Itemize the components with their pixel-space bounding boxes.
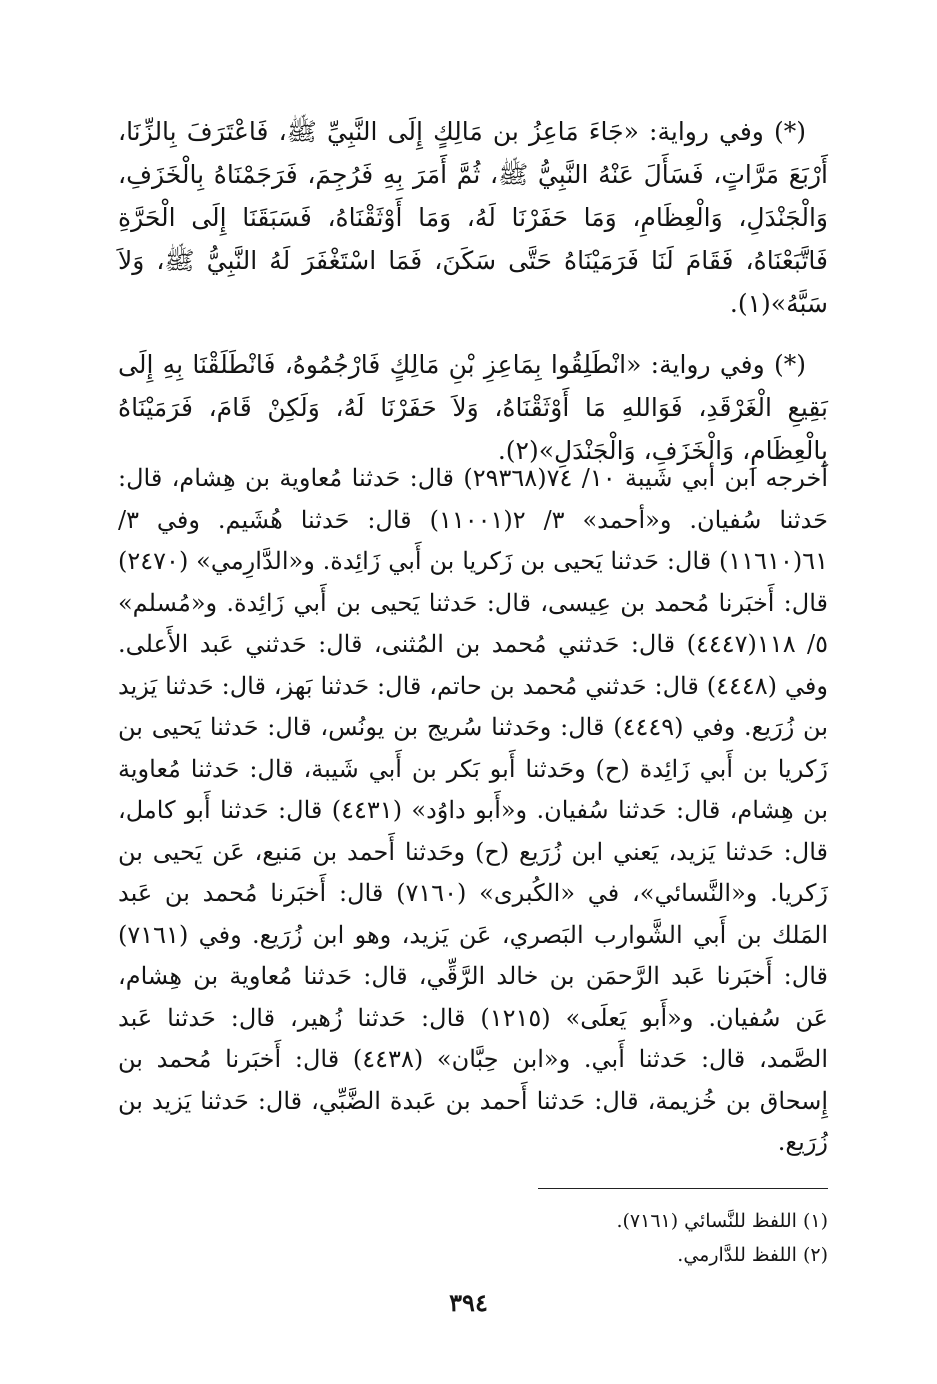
footnote-1: (١) اللفظ للنَّسائي (٧١٦١).: [616, 1210, 828, 1232]
footnote-2: (٢) اللفظ للدَّارمي.: [677, 1244, 828, 1266]
takhrij-paragraph: أخرجه ابن أبي شَيبة ١٠/ ٧٤(٢٩٣٦٨) قال: حَدثنا مُعاوية بن هِشام، قال: حَدثنا سُفيان. و«أحمد» ٣/ ٢(١١٠٠١) قال: حَدثنا هُشَيم. وفي ٣/ ٦١(١١٦١٠) قال: حَدثنا يَحيى بن زَكريا بن أَبي زَائِدة. و«الدَّارِمي» (٢٤٧٠) قال: أَخبَرنا مُحمد بن عِيسى، قال: حَدثنا يَحيى بن أَبي زَائِدة. و«مُسلم» ٥/ ١١٨(٤٤٤٧) قال: حَدثني مُحمد بن المُثنى، قال: حَدثني عَبد الأَعلى. وفي (٤٤٤٨) قال: حَدثني مُحمد بن حاتم، قال: حَدثنا بَهز، قال: حَدثنا يَزيد بن زُرَيع. وفي (٤٤٤٩) قال: وحَدثنا سُريج بن يونُس، قال: حَدثنا يَحيى بن زَكريا بن أَبي زَائِدة (ح) وحَدثنا أَبو بَكر بن أَبي شَيبة، قال: حَدثنا مُعاوية بن هِشام، قال: حَدثنا سُفيان. و«أَبو داوُد» (٤٤٣١) قال: حَدثنا أَبو كامل، قال: حَدثنا يَزيد، يَعني ابن زُرَيع (ح) وحَدثنا أَحمد بن مَنيع، عَن يَحيى بن زَكريا. و«النَّسائي»، في «الكُبرى» (٧١٦٠) قال: أَخبَرنا مُحمد بن عَبد المَلك بن أَبي الشَّوارب البَصري، عَن يَزيد، وهو ابن زُرَيع. وفي (٧١٦١) قال: أَخبَرنا عَبد الرَّحمَن بن خالد الرَّقِّي، قال: حَدثنا مُعاوية بن هِشام، عَن سُفيان. و«أَبو يَعلَى» (١٢١٥) قال: حَدثنا زُهير، قال: حَدثنا عَبد الصَّمد، قال: حَدثنا أَبي. و«ابن حِبَّان» (٤٤٣٨) قال: أَخبَرنا مُحمد بن إِسحاق بن خُزيمة، قال: حَدثنا أَحمد بن عَبدة الضَّبِّي، قال: حَدثنا يَزيد بن زُرَيع.: [118, 464, 829, 1156]
page-number: ٣٩٤: [449, 1288, 488, 1317]
hadith-paragraph-1: (*) وفي رواية: «جَاءَ مَاعِزُ بن مَالِكٍ إِلَى النَّبِيِّ ﷺ، فَاعْتَرَفَ بِالزِّنَا، أَرْبَعَ مَرَّاتٍ، فَسَأَلَ عَنْهُ النَّبِيُّ ﷺ، ثُمَّ أَمَرَ بِهِ فَرُجِمَ، فَرَجَمْنَاهُ بِالْخَزَفِ، وَالْجَنْدَلِ، وَالْعِظَامِ، وَمَا حَفَرْنَا لَهُ، وَمَا أَوْثَقْنَاهُ، فَسَبَقَنَا إِلَى الْحَرَّةِ فَاتَّبَعْنَاهُ، فَقَامَ لَنَا فَرَمَيْنَاهُ حَتَّى سَكَنَ، فَمَا اسْتَغْفَرَ لَهُ النَّبِيُّ ﷺ، وَلاَ سَبَّهُ»(١).: [118, 117, 828, 318]
hadith-paragraph-2: (*) وفي رواية: «انْطَلِقُوا بِمَاعِزِ بْنِ مَالِكٍ فَارْجُمُوهُ، فَانْطَلَقْنَا بِهِ إِلَى بَقِيعِ الْغَرْقَدِ، فَوَاللهِ مَا أَوْثَقْنَاهُ، وَلاَ حَفَرْنَا لَهُ، وَلَكِنْ قَامَ، فَرَمَيْنَاهُ بِالْعِظَامِ، وَالْخَزَفِ، وَالْجَنْدَلِ»(٢).: [118, 350, 828, 465]
hadith-section: [118, 110, 828, 490]
footnotes: [328, 1204, 828, 1272]
footnote-separator: [538, 1188, 828, 1189]
takhrij-section: [118, 458, 828, 1164]
